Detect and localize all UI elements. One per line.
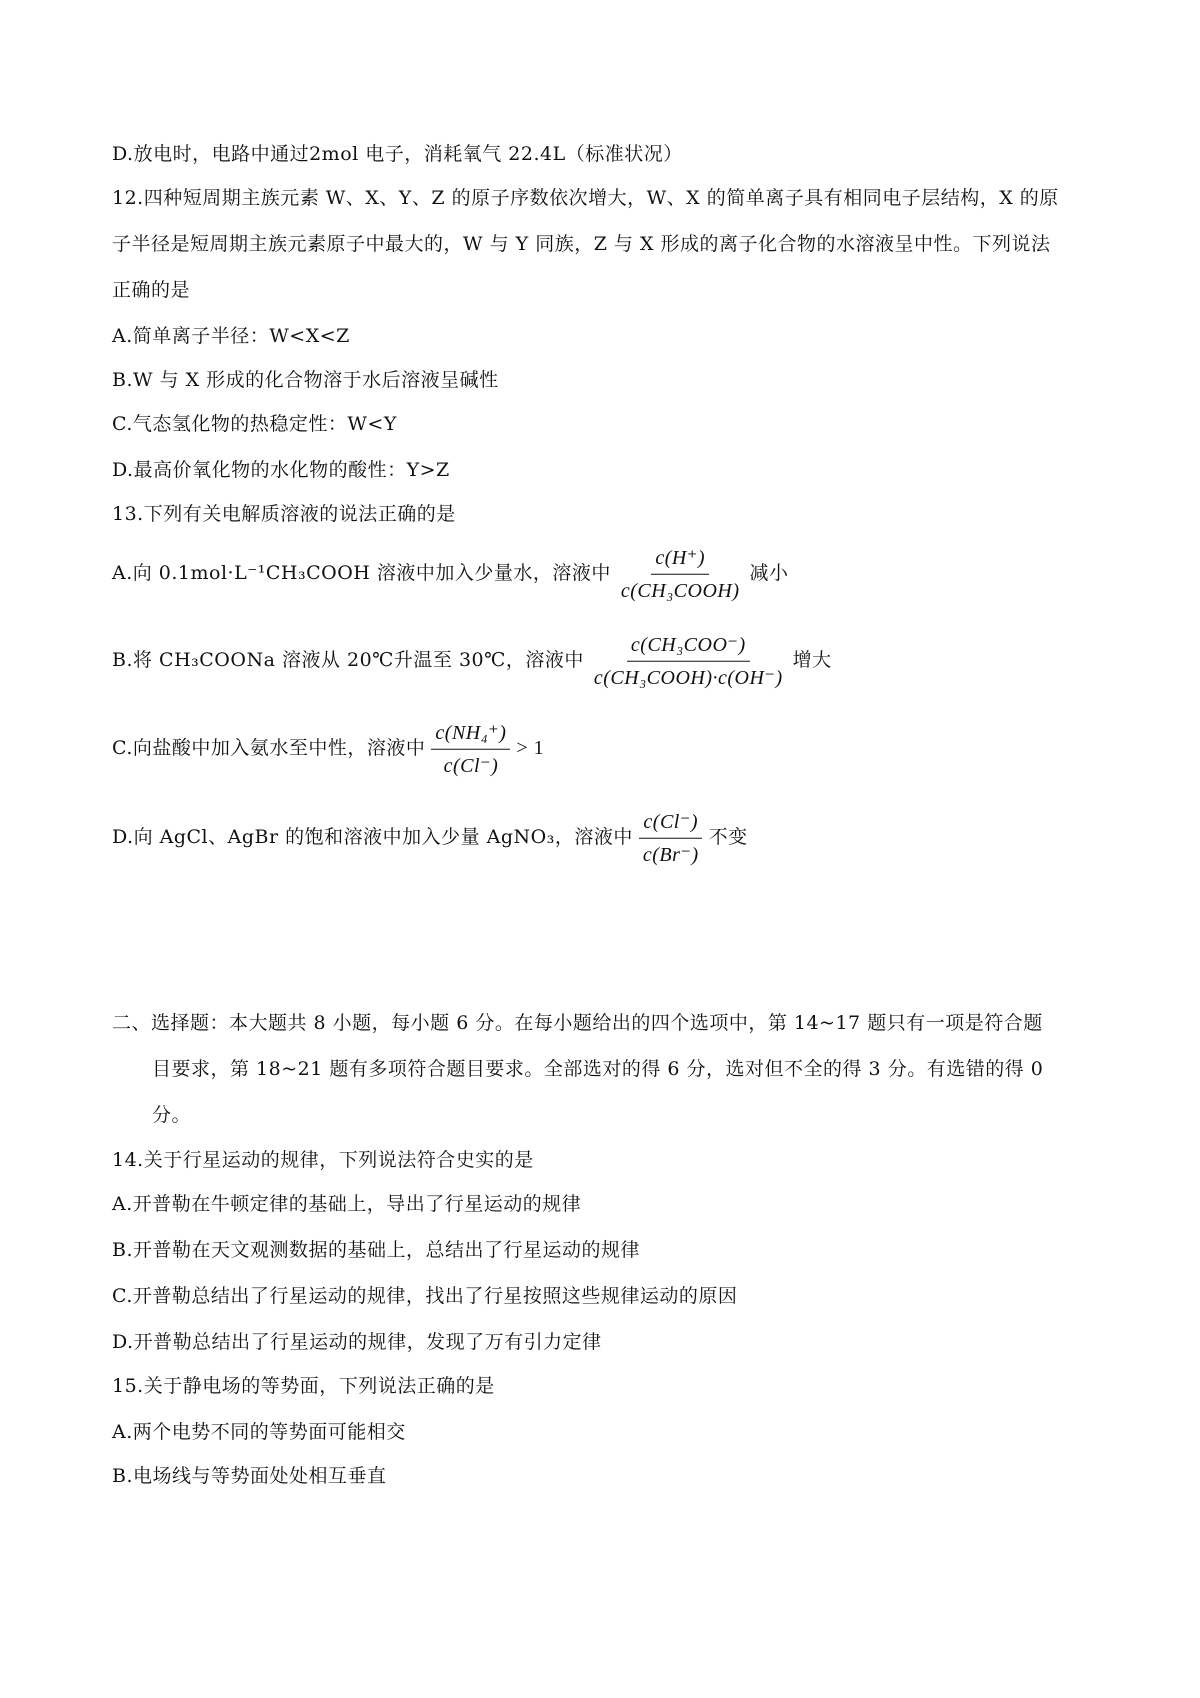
q13b-suffix: 增大 <box>792 648 832 671</box>
q15-stem: 15.关于静电场的等势面，下列说法正确的是 <box>112 1375 495 1397</box>
q13b-text: B.将 CH₃COONa 溶液从 20℃升温至 30℃，溶液中 <box>112 648 584 671</box>
q13d-text: D.向 AgCl、AgBr 的饱和溶液中加入少量 AgNO₃，溶液中 <box>112 825 633 848</box>
q13a-denominator: c(CH₃COOH) <box>620 579 740 602</box>
section2-intro-line3: 分。 <box>152 1104 192 1126</box>
q13c-suffix: > 1 <box>516 736 545 759</box>
q14-option-d: D.开普勒总结出了行星运动的规律，发现了万有引力定律 <box>112 1331 602 1353</box>
q14-stem: 14.关于行星运动的规律，下列说法符合史实的是 <box>112 1149 534 1171</box>
q12-stem-line2: 子半径是短周期主族元素原子中最大的，W 与 Y 同族，Z 与 X 形成的离子化合物的水溶液呈中性。下列说法 <box>112 233 1051 255</box>
q13d-denominator: c(Br⁻) <box>642 843 699 866</box>
q13c-numerator: c(NH₄⁺) <box>431 719 510 749</box>
q13a-text: A.向 0.1mol·L⁻¹CH₃COOH 溶液中加入少量水，溶液中 <box>112 561 611 584</box>
q12-option-b: B.W 与 X 形成的化合物溶于水后溶液呈碱性 <box>112 369 499 391</box>
section2-intro-line1: 二、选择题：本大题共 8 小题，每小题 6 分。在每小题给出的四个选项中，第 14~17 题只有一项是符合题 <box>112 1012 1043 1034</box>
q13d-suffix: 不变 <box>708 825 748 848</box>
q14-option-c: C.开普勒总结出了行星运动的规律，找出了行星按照这些规律运动的原因 <box>112 1285 738 1307</box>
q13a-suffix: 减小 <box>749 561 789 584</box>
q13b-numerator: c(CH₃COO⁻) <box>627 631 750 661</box>
q12-option-c: C.气态氢化物的热稳定性：W<Y <box>112 413 397 435</box>
q13c-denominator: c(Cl⁻) <box>443 754 499 777</box>
q13d-numerator: c(Cl⁻) <box>639 808 702 838</box>
q13-stem: 13.下列有关电解质溶液的说法正确的是 <box>112 503 456 525</box>
q11-option-d: D.放电时，电路中通过2mol 电子，消耗氧气 22.4L（标准状况） <box>112 143 683 165</box>
q12-option-a: A.简单离子半径：W<X<Z <box>112 325 350 347</box>
q13-option-d <box>112 807 748 868</box>
q14-option-b: B.开普勒在天文观测数据的基础上，总结出了行星运动的规律 <box>112 1239 641 1261</box>
q13a-fraction <box>617 544 744 603</box>
q12-stem-line3: 正确的是 <box>112 279 191 301</box>
q13b-denominator: c(CH₃COOH)·c(OH⁻) <box>593 666 783 689</box>
q12-option-d: D.最高价氧化物的水化物的酸性：Y>Z <box>112 459 450 481</box>
q13b-fraction <box>590 631 787 690</box>
q13c-fraction <box>431 719 510 778</box>
q13a-numerator: c(H⁺) <box>651 544 709 574</box>
q13c-text: C.向盐酸中加入氨水至中性，溶液中 <box>112 736 426 759</box>
section2-intro-line2: 目要求，第 18~21 题有多项符合题目要求。全部选对的得 6 分，选对但不全的得 3 分。有选错的得 0 <box>152 1058 1044 1080</box>
q15-option-b: B.电场线与等势面处处相互垂直 <box>112 1465 387 1487</box>
q13d-fraction <box>639 808 703 867</box>
q14-option-a: A.开普勒在牛顿定律的基础上，导出了行星运动的规律 <box>112 1193 582 1215</box>
q13-option-b <box>112 630 832 691</box>
q13-option-a <box>112 543 789 604</box>
q15-option-a: A.两个电势不同的等势面可能相交 <box>112 1421 406 1443</box>
q12-stem-line1: 12.四种短周期主族元素 W、X、Y、Z 的原子序数依次增大，W、X 的简单离子具有相同电子层结构，X 的原 <box>112 187 1059 209</box>
q13-option-c <box>112 718 544 779</box>
